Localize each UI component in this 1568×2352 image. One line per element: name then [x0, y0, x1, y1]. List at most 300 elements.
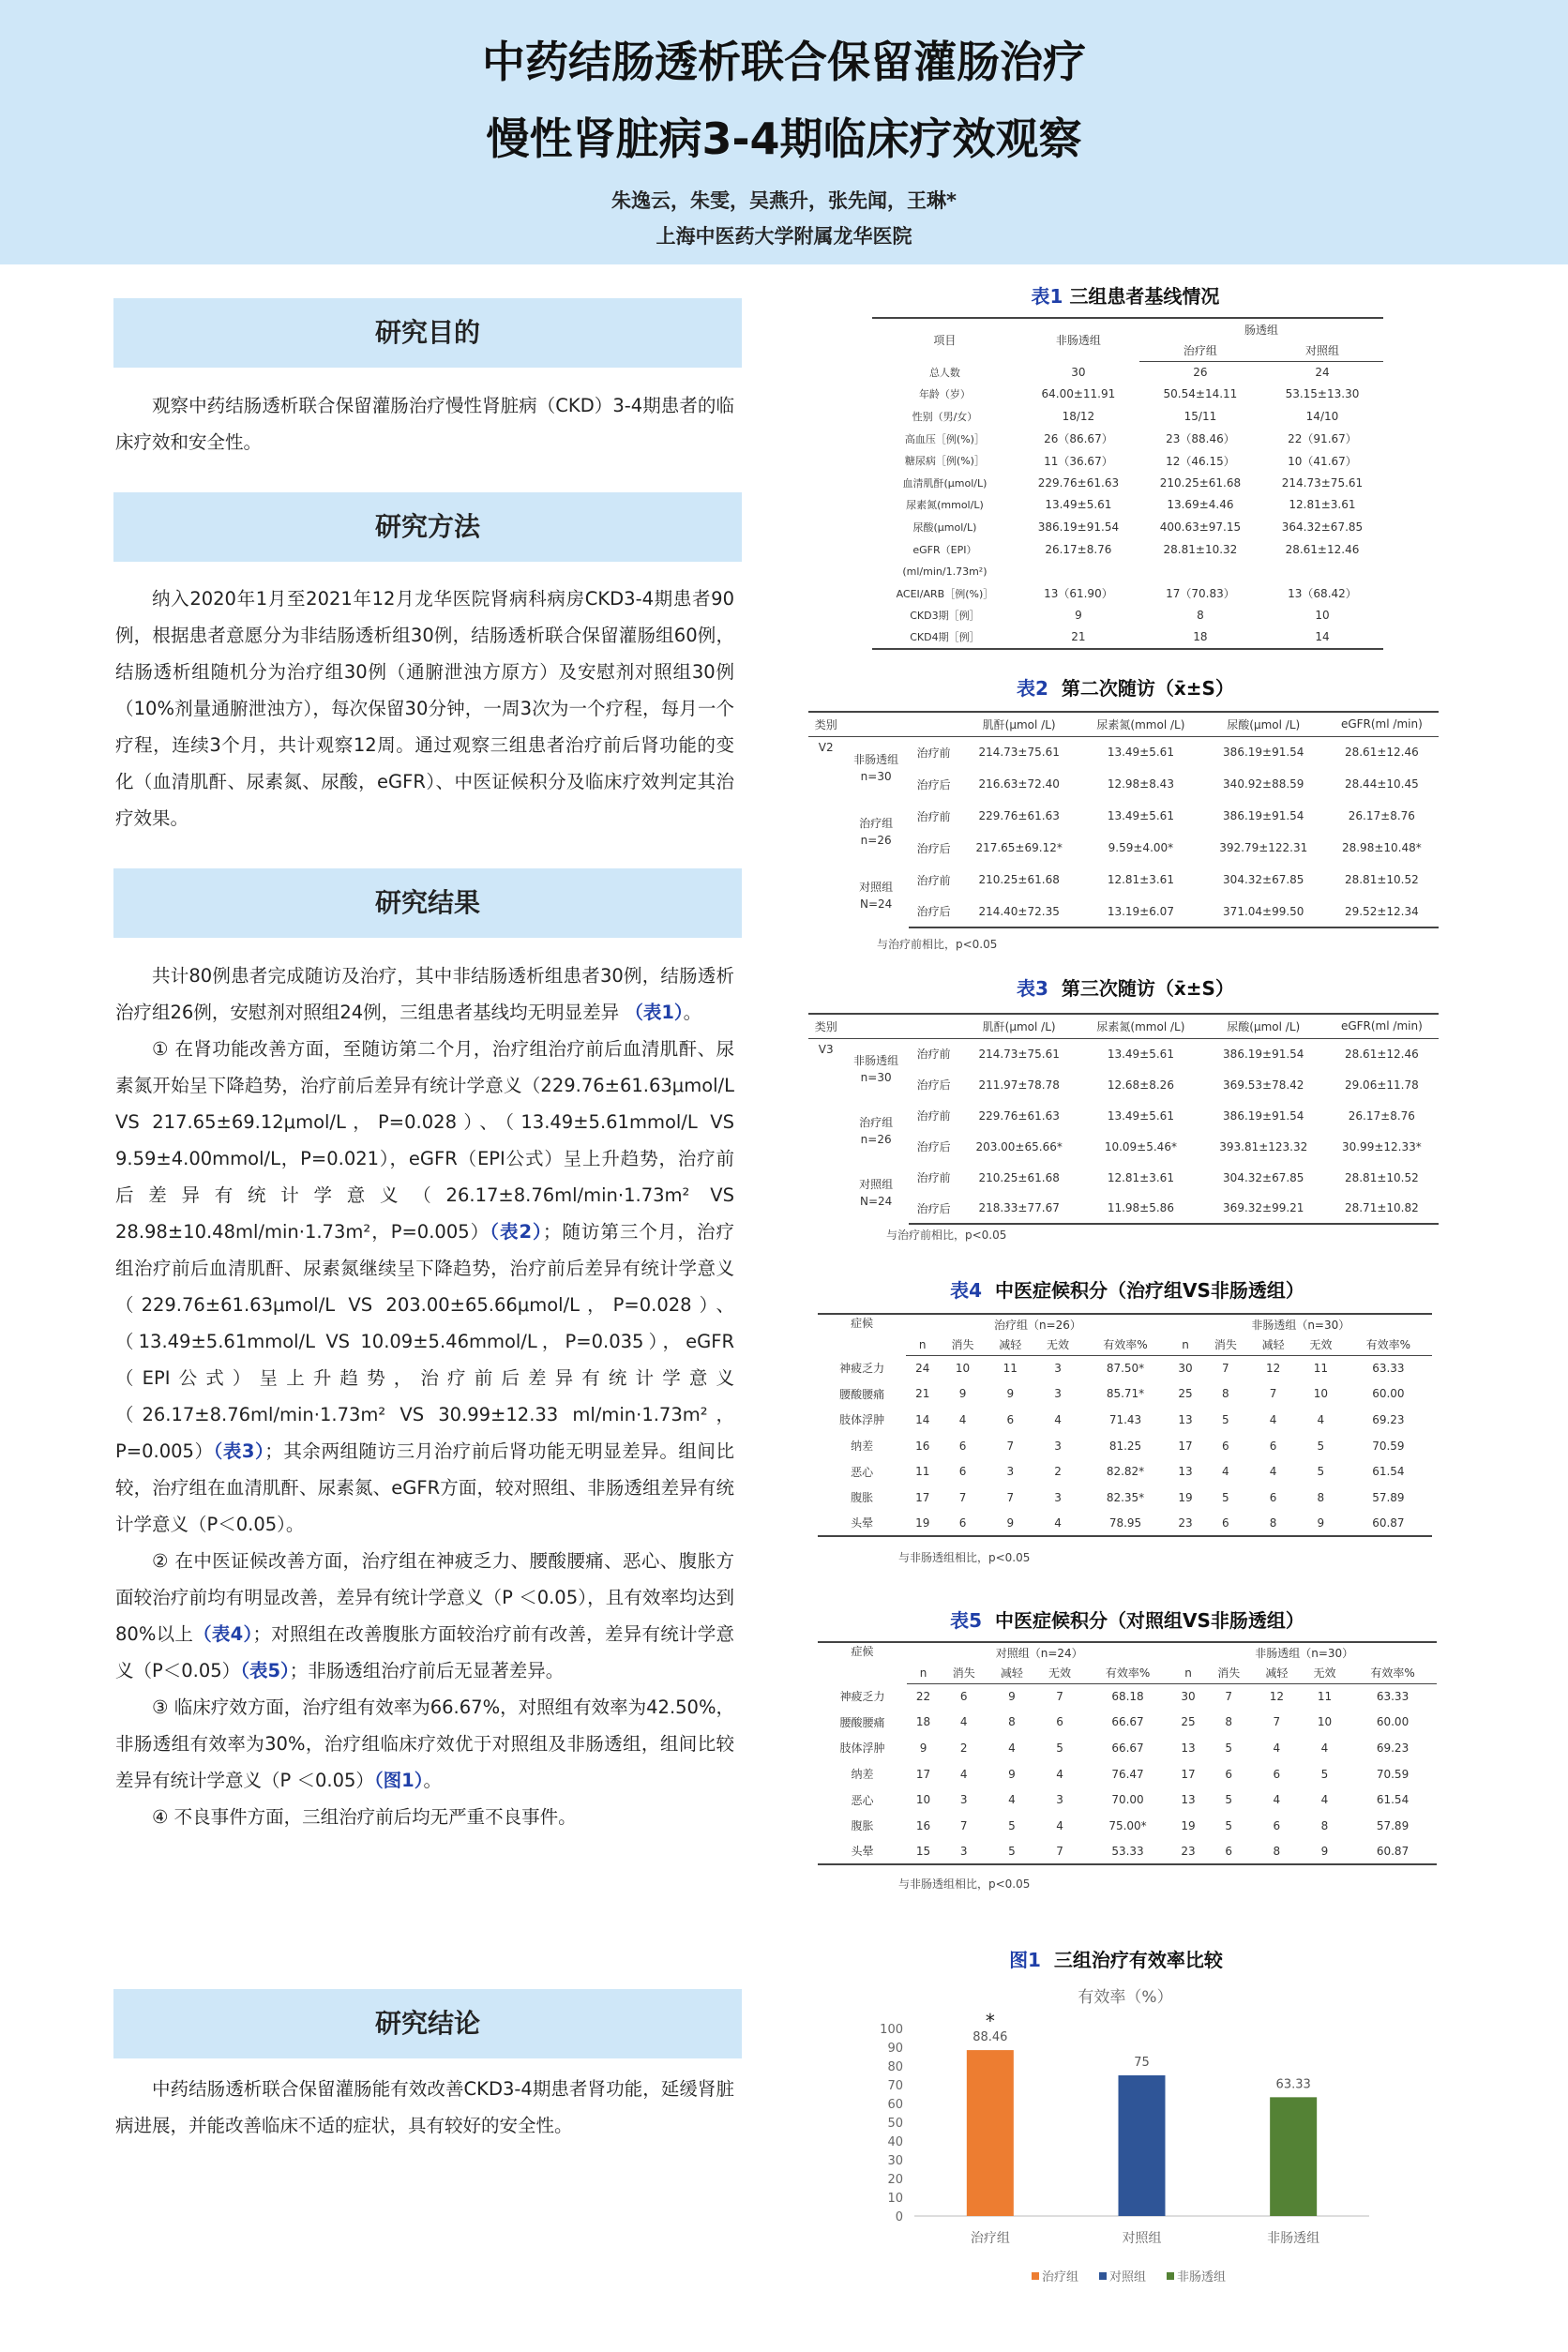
table-cell: 70.00 [1111, 1793, 1144, 1807]
table4 [818, 1313, 1432, 1537]
table-header-row [818, 1642, 1437, 1663]
table-cell: 64.00±11.91 [1041, 387, 1116, 401]
table-header-cell [843, 1014, 908, 1038]
table-cell: 3 [959, 1793, 968, 1807]
table-cell: 13 [1181, 1741, 1196, 1755]
table-cell: 210.25±61.68 [978, 1170, 1060, 1184]
table-cell: 3 [1054, 1362, 1062, 1376]
methods-heading: 研究方法 [113, 492, 742, 562]
table-cell: 肢体浮肿 [839, 1741, 885, 1756]
t1-head-item: 项目 [872, 318, 1018, 361]
table-row [818, 1839, 1437, 1865]
table-cell: 3 [1006, 1465, 1015, 1479]
table-cell: 53.33 [1084, 1839, 1172, 1865]
table-cell: 17 [1181, 1767, 1196, 1781]
table-row [872, 405, 1383, 428]
table-header-cell: 尿素氮(mmol /L) [1079, 1014, 1202, 1038]
table-cell: 386.19±91.54 [1223, 809, 1304, 822]
table-cell: 13 [1178, 1412, 1193, 1426]
table-cell: 211.97±78.78 [978, 1078, 1060, 1092]
y-tick-label: 70 [887, 2079, 903, 2093]
table-cell: 11 [1313, 1362, 1328, 1376]
table-cell: 4 [1054, 1412, 1062, 1426]
table-cell: 364.32±67.85 [1281, 520, 1364, 534]
table-cell: 60.00 [1372, 1387, 1405, 1401]
table3 [808, 1013, 1439, 1225]
group-n: n=26 [860, 834, 892, 847]
table-cell: 治疗后 [909, 896, 958, 927]
table-row [872, 538, 1383, 561]
table1 [872, 317, 1383, 650]
table-cell: 229.76±61.63 [978, 809, 1060, 822]
table-cell: 53.15±13.30 [1285, 387, 1360, 401]
table-cell: 8 [1008, 1715, 1016, 1729]
table-cell: 16 [915, 1818, 931, 1832]
table-cell: 4 [1034, 1511, 1082, 1537]
group-n: n=30 [860, 770, 892, 784]
table-cell: 28.81±10.52 [1344, 873, 1419, 886]
group-name: 对照组 [859, 1178, 894, 1191]
group2-head: 非肠透组（n=30） [1169, 1314, 1432, 1334]
table-cell: 6 [939, 1511, 987, 1537]
table-cell: 13（61.90） [1044, 587, 1113, 601]
table-row [872, 626, 1383, 649]
table-cell: 治疗前 [916, 1048, 951, 1062]
table-cell: 恶心 [851, 1465, 874, 1479]
table-cell: 治疗后 [916, 777, 951, 792]
table-header-cell: n [907, 1663, 940, 1683]
table1-caption: 表1 三组患者基线情况 [1031, 285, 1220, 308]
table-cell: 14/10 [1305, 409, 1339, 423]
table-cell: 6 [1269, 1490, 1277, 1504]
table-cell: 25 [1181, 1715, 1196, 1729]
table-cell: 28.61±12.46 [1344, 746, 1419, 760]
table-cell: 9 [1008, 1690, 1016, 1704]
group-name: 对照组 [859, 881, 894, 894]
table-cell: 78.95 [1081, 1511, 1168, 1537]
table-cell: 386.19±91.54 [1223, 1108, 1304, 1123]
table-cell: 腹胀 [851, 1491, 874, 1505]
group-name: 非肠透组 [853, 753, 899, 767]
legend-entry: 非肠透组 [1177, 2270, 1227, 2284]
table4-note: 与非肠透组相比，p<0.05 [898, 1551, 1031, 1564]
table-cell: 12.81±3.61 [1107, 1170, 1174, 1184]
table-cell: 30.99±12.33* [1341, 1139, 1422, 1153]
table-cell: 尿素氮(mmol/L) [906, 499, 984, 512]
table-row [818, 1761, 1437, 1787]
table-cell: 12.68±8.26 [1107, 1078, 1174, 1092]
visit-cell: V2 [818, 740, 834, 754]
group1-head: 治疗组（n=26） [906, 1314, 1168, 1334]
table-cell: 12.81±3.61 [1289, 498, 1356, 512]
table-cell: 28.44±10.45 [1344, 777, 1419, 791]
table-cell: 11 [1317, 1690, 1333, 1704]
table-cell: 4 [1320, 1741, 1329, 1755]
table-cell: 29.06±11.78 [1344, 1078, 1419, 1092]
table-cell: 治疗后 [909, 1193, 958, 1224]
table-cell: 8 [1317, 1490, 1325, 1504]
table-cell: 57.89 [1376, 1818, 1410, 1832]
y-tick-label: 20 [887, 2173, 903, 2187]
table-cell: 5 [1317, 1465, 1325, 1479]
table-cell: 85.71* [1106, 1387, 1145, 1401]
table-cell: 4 [958, 1412, 967, 1426]
ref-figure1[interactable]: （图1） [373, 1770, 424, 1791]
table-cell: 69.23 [1372, 1412, 1405, 1426]
table-cell: 71.43 [1108, 1412, 1142, 1426]
table-row [872, 582, 1383, 605]
table-cell: 66.67 [1111, 1715, 1144, 1729]
table-cell: 28.71±10.82 [1325, 1193, 1439, 1224]
table-header-cell [909, 1014, 958, 1038]
table-cell: 8 [1249, 1511, 1297, 1537]
table-cell: 高血压［例(%)］ [904, 432, 985, 445]
table-row [872, 605, 1383, 627]
table-cell: 4 [1056, 1818, 1063, 1832]
objective-heading: 研究目的 [113, 298, 742, 368]
table-cell: 9.59±4.00* [1108, 841, 1174, 854]
bar-data-label: 63.33 [1275, 2077, 1311, 2092]
table-header-cell: 肌酐(μmol /L) [958, 712, 1079, 736]
table-header-cell: 无效 [1301, 1663, 1349, 1683]
results-para-3: ② 在中医证候改善方面，治疗组在神疲乏力、腰酸腰痛、恶心、腹胀方面较治疗前均有明显改善，差异有统计学意义（P ＜0.05），且有效率均达到80%以上（表4）；对照组在改善腹胀方面较治疗前有改善，差异有统计学意义（P＜0.05）（表5）；非肠透组治疗前后无显著差异。 [115, 1550, 734, 1681]
table-cell: 9 [1301, 1839, 1349, 1865]
table-subheader-row [818, 1334, 1432, 1355]
table-row [818, 1485, 1432, 1511]
results-para-2: ① 在肾功能改善方面，至随访第二个月，治疗组治疗前后血清肌酐、尿素氮开始呈下降趋势，治疗前后差异有统计学意义（229.76±61.63μmol/L VS 217.65±69.12μmol/L，P=0.028）、（13.49±5.61mmol/L VS 9.59±4.00mmol/L，P=0.021），eGFR（EPI公式）呈上升趋势，治疗前后差异有统计学意义（26.17±8.76ml/min·1.73m² VS 28.98±10.48ml/min·1.73m²，P=0.005）（表2）；随访第三个月，治疗组治疗前后血清肌酐、尿素氮继续呈下降趋势，治疗前后差异有统计学意义（229.76±61.63μmol/L VS 203.00±65.66μmol/L，P=0.028）、（13.49±5.61mmol/L VS 10.09±5.46mmol/L，P=0.035），eGFR（EPI公式）呈上升趋势，治疗前后差异有统计学意义（26.17±8.76ml/min·1.73m² VS 30.99±12.33 ml/min·1.73m²，P=0.005）（表3）；其余两组随访三月治疗前后肾功能无明显差异。组间比较，治疗组在血清肌酐、尿素氮、eGFR方面，较对照组、非肠透组差异有统计学意义（P＜0.05）。 [115, 1038, 734, 1535]
table-cell: 18 [915, 1715, 931, 1729]
table-cell: 13.19±6.07 [1079, 896, 1202, 927]
table-row [818, 1813, 1437, 1839]
table-cell: 28.81±10.52 [1344, 1170, 1419, 1184]
table-row [808, 864, 1439, 896]
table-cell: 4 [1273, 1793, 1281, 1807]
results-heading: 研究结果 [113, 868, 742, 938]
table-header-cell: 类别 [808, 1014, 843, 1038]
table-cell: 4 [1008, 1741, 1016, 1755]
table-cell: 22（91.67） [1288, 432, 1357, 446]
table-cell: 11 [915, 1465, 930, 1479]
table-cell: eGFR（EPI） [912, 543, 977, 556]
table-row [872, 384, 1383, 406]
table-cell: 26.17±8.76 [1348, 809, 1415, 822]
legend-swatch [1099, 2272, 1107, 2280]
table-cell: 11（36.67） [1044, 454, 1113, 468]
table-row [808, 1038, 1439, 1069]
table-row [872, 428, 1383, 450]
table-cell: 10 [915, 1793, 931, 1807]
table-cell [1018, 560, 1139, 582]
t1-head-ctl: 对照组 [1261, 340, 1383, 361]
y-tick-label: 0 [895, 2210, 903, 2224]
table-cell: 26（86.67） [1044, 432, 1113, 446]
table-header-cell: 尿酸(μmol /L) [1202, 712, 1325, 736]
table-cell: 371.04±99.50 [1202, 896, 1325, 927]
table-cell: 5 [1317, 1439, 1325, 1453]
table-cell: 7 [958, 1490, 967, 1504]
table-cell: 26 [1193, 366, 1208, 380]
table-cell: 6 [1205, 1839, 1253, 1865]
table-row [872, 560, 1383, 582]
y-tick-label: 100 [880, 2023, 903, 2037]
table-header-cell: 肌酐(μmol /L) [958, 1014, 1079, 1038]
table-cell: 26.17±8.76 [1348, 1108, 1415, 1123]
table-cell: 61.54 [1372, 1465, 1405, 1479]
table-cell: 9 [1297, 1511, 1345, 1537]
y-tick-label: 90 [887, 2042, 903, 2056]
table-cell: 4 [1269, 1412, 1277, 1426]
table-cell: 头晕 [818, 1511, 906, 1537]
table-cell: 400.63±97.15 [1159, 520, 1242, 534]
group-n: N=24 [859, 897, 893, 911]
table-cell: 5 [1222, 1490, 1229, 1504]
table-cell: 229.76±61.63 [978, 1108, 1060, 1123]
table-row [808, 1100, 1439, 1131]
table-cell: 2 [959, 1741, 968, 1755]
table-cell: 3 [1054, 1439, 1062, 1453]
table-cell: 29.52±12.34 [1325, 896, 1439, 927]
table-cell: 17 [915, 1767, 931, 1781]
group-cell [843, 736, 908, 800]
table-cell: 28.98±10.48* [1341, 841, 1422, 854]
table-row [818, 1381, 1432, 1408]
table-cell: 10 [1313, 1387, 1328, 1401]
table-header-row [818, 1314, 1432, 1334]
table-header-row [808, 1014, 1439, 1038]
table-cell: 30 [1178, 1362, 1193, 1376]
table-row [818, 1355, 1432, 1381]
group-name: 非肠透组 [853, 1054, 899, 1068]
table-cell: 5 [1222, 1412, 1229, 1426]
bar-3 [1270, 2097, 1317, 2216]
bar-1 [967, 2050, 1014, 2216]
table-cell: 3 [1056, 1793, 1063, 1807]
table-header-cell [843, 712, 908, 736]
ref-table2[interactable]: （表2） [490, 1221, 543, 1243]
results-para-5: ④ 不良事件方面，三组治疗前后均无严重不良事件。 [152, 1806, 577, 1828]
table-cell: 392.79±122.31 [1219, 841, 1308, 854]
table2 [808, 711, 1439, 928]
table-cell: CKD4期［例］ [872, 626, 1018, 649]
table-cell: 23 [1169, 1511, 1202, 1537]
table-cell: 10.09±5.46* [1104, 1139, 1177, 1153]
table-cell: 神疲乏力 [839, 1690, 885, 1704]
table-cell: 7 [1006, 1439, 1015, 1453]
ref-table3[interactable]: （表3） [213, 1440, 265, 1462]
table-cell: 4 [1273, 1741, 1281, 1755]
table-cell: 6 [959, 1690, 968, 1704]
table-cell: 24 [915, 1362, 930, 1376]
chart-title: 有效率（%） [1078, 1988, 1173, 2007]
table3-caption: 表3 第三次随访（x̄±S） [1017, 977, 1234, 1000]
table-cell: 14 [915, 1412, 930, 1426]
table-cell: 216.63±72.40 [978, 777, 1060, 791]
table-cell: 214.73±75.61 [1281, 475, 1364, 490]
table-cell: 12.98±8.43 [1107, 777, 1174, 791]
table-cell: 治疗后 [916, 841, 951, 855]
table-cell: 23 [1171, 1839, 1204, 1865]
table-header-cell: 尿素氮(mmol /L) [1079, 712, 1202, 736]
table4-caption: 表4 中医症候积分（治疗组VS非肠透组） [950, 1279, 1304, 1302]
table-cell: 70.59 [1376, 1767, 1410, 1781]
table-cell: 15 [907, 1839, 940, 1865]
table-cell: 17 [1178, 1439, 1193, 1453]
table-cell: 386.19±91.54 [1223, 746, 1304, 760]
table-cell: 82.35* [1106, 1490, 1145, 1504]
table-cell: 头晕 [818, 1839, 907, 1865]
table-cell: 4 [1317, 1412, 1325, 1426]
table-cell: 3 [940, 1839, 988, 1865]
table-header-cell: n [1169, 1334, 1202, 1355]
table-cell: 5 [1225, 1741, 1233, 1755]
conclusion-heading: 研究结论 [113, 1989, 742, 2058]
ref-table4[interactable]: （表4） [193, 1623, 253, 1645]
table-cell: 4 [959, 1767, 968, 1781]
table-cell: 9 [1006, 1387, 1015, 1401]
y-tick-label: 80 [887, 2060, 903, 2074]
table-row [818, 1433, 1432, 1459]
table-cell: 60.87 [1345, 1511, 1432, 1537]
table-cell: 22 [915, 1690, 931, 1704]
group-name: 治疗组 [859, 817, 894, 830]
poster-title-line2: 慢性肾脏病3-4期临床疗效观察 [486, 113, 1082, 164]
table-cell: 61.54 [1376, 1793, 1410, 1807]
table-cell: ACEI/ARB［例(%)］ [896, 587, 994, 600]
table-cell: 82.82* [1106, 1465, 1145, 1479]
table-cell: 治疗前 [916, 873, 951, 887]
group-cell [843, 1162, 908, 1224]
table-cell: 6 [958, 1439, 967, 1453]
y-tick-label: 50 [887, 2117, 903, 2131]
table-header-cell: 消失 [940, 1663, 988, 1683]
table-cell: 203.00±65.66* [975, 1139, 1063, 1153]
table-cell: 7 [1225, 1690, 1233, 1704]
table-cell: 5 [1225, 1818, 1233, 1832]
table-cell: 9 [919, 1741, 927, 1755]
table-cell: 治疗前 [916, 809, 951, 823]
significance-annotation: * [985, 2010, 995, 2033]
table2-note: 与治疗前相比，p<0.05 [877, 938, 998, 951]
table-header-cell: 有效率% [1349, 1663, 1437, 1683]
ref-table1[interactable]: （表1） [625, 1002, 684, 1023]
table-cell: 9 [987, 1511, 1034, 1537]
table-cell: 87.50* [1106, 1362, 1145, 1376]
table-cell: 治疗后 [916, 1078, 951, 1092]
table-subheader-row [818, 1663, 1437, 1683]
objective-text: 观察中药结肠透析联合保留灌肠治疗慢性肾脏病（CKD）3-4期患者的临床疗效和安全性。 [115, 395, 734, 453]
table-cell: 17（70.83） [1166, 587, 1235, 601]
table-cell: 63.33 [1376, 1690, 1410, 1704]
table-cell: 4 [959, 1715, 968, 1729]
table-cell: 6 [1269, 1439, 1277, 1453]
table-cell: 14 [1261, 626, 1383, 649]
table-cell: 28.61±12.46 [1344, 1047, 1419, 1061]
table-cell: 304.32±67.85 [1223, 873, 1304, 886]
table-row [808, 736, 1439, 768]
table2-caption: 表2 第二次随访（x̄±S） [1017, 677, 1234, 700]
ref-table5[interactable]: （表5） [240, 1660, 290, 1681]
table-cell: 76.47 [1111, 1767, 1144, 1781]
table-cell: 纳差 [851, 1440, 874, 1454]
bar-data-label: 75 [1134, 2056, 1150, 2070]
table-cell: 18/12 [1062, 409, 1095, 423]
table-row [818, 1683, 1437, 1710]
table-cell: 369.32±99.21 [1202, 1193, 1325, 1224]
table-cell: 5 [1056, 1741, 1063, 1755]
table-cell: 6 [1006, 1412, 1015, 1426]
table-cell: 68.18 [1111, 1690, 1144, 1704]
table-header-cell: 减轻 [1253, 1663, 1301, 1683]
table-cell: 4 [1008, 1793, 1016, 1807]
table-cell: 12 [1265, 1362, 1281, 1376]
table-cell: 治疗前 [916, 746, 951, 760]
y-tick-label: 10 [887, 2192, 903, 2206]
table-header-cell: n [1171, 1663, 1204, 1683]
table-cell: 57.89 [1372, 1490, 1405, 1504]
poster-title-line1: 中药结肠透析联合保留灌肠治疗 [482, 37, 1086, 87]
table-cell: 19 [906, 1511, 939, 1537]
table-cell: 7 [1056, 1690, 1063, 1704]
table-row [818, 1735, 1437, 1761]
table-cell: 218.33±77.67 [958, 1193, 1079, 1224]
table-header-cell: 无效 [1035, 1663, 1083, 1683]
table-cell: 23（88.46） [1166, 432, 1235, 446]
table-cell: 13.69±4.46 [1167, 498, 1234, 512]
x-tick-label: 治疗组 [970, 2231, 1010, 2246]
table-cell: 393.81±123.32 [1219, 1139, 1308, 1153]
table-cell: 304.32±67.85 [1223, 1170, 1304, 1184]
table-cell: 16 [915, 1439, 930, 1453]
bar-data-label: 88.46 [972, 2030, 1008, 2045]
table-row [818, 1407, 1432, 1433]
table-cell: 7 [1222, 1362, 1229, 1376]
table-cell: 治疗前 [916, 1171, 951, 1184]
table-header-cell: 减轻 [987, 1334, 1034, 1355]
table-row [872, 472, 1383, 494]
table-row [808, 1162, 1439, 1193]
table-cell: 229.76±61.63 [1037, 475, 1120, 490]
table-cell: 5 [1225, 1793, 1233, 1807]
table-header-cell: eGFR(ml /min) [1325, 712, 1439, 736]
methods-text: 纳入2020年1月至2021年12月龙华医院肾病科病房CKD3-4期患者90例，根据患者意愿分为非结肠透析组30例，结肠透析联合保留灌肠组60例，结肠透析组随机分为治疗组30例（通腑泄浊方原方）及安慰剂对照组30例（10%剂量通腑泄浊方），每次保留30分钟，一周3次为一个疗程，每月一个疗程，连续3个月，共计观察12周。通过观察三组患者治疗前后肾功能的变化（血清肌酐、尿素氮、尿酸，eGFR）、中医证候积分及临床疗效判定其治疗效果。 [115, 588, 734, 829]
table-cell: 4 [1222, 1465, 1229, 1479]
table-cell: 13.49±5.61 [1107, 1108, 1174, 1123]
table-cell: 12 [1269, 1690, 1284, 1704]
group-cell [843, 1038, 908, 1100]
group-cell [843, 864, 908, 927]
table-cell: 4 [1269, 1465, 1277, 1479]
group-n: n=26 [860, 1133, 892, 1146]
authors: 朱逸云，朱雯，吴燕升，张先闻，王琳* [611, 189, 957, 212]
table-cell: 8 [1225, 1715, 1233, 1729]
table-cell: 9 [1075, 609, 1082, 623]
legend-swatch [1032, 2272, 1039, 2280]
legend-entry: 治疗组 [1042, 2270, 1079, 2284]
table-header-row [808, 712, 1439, 736]
figure1-bar-chart [863, 1974, 1407, 2293]
x-tick-label: 非肠透组 [1267, 2231, 1320, 2246]
conclusion-text: 中药结肠透析联合保留灌肠能有效改善CKD3-4期患者肾功能，延缓肾脏病进展，并能改善临床不适的症状，具有较好的安全性。 [115, 2078, 734, 2136]
x-tick-label: 对照组 [1122, 2231, 1162, 2246]
table-cell: 60.87 [1349, 1839, 1437, 1865]
table-cell: 8 [1320, 1818, 1329, 1832]
symptom-head: 症候 [818, 1642, 907, 1683]
table-row [818, 1710, 1437, 1736]
table-cell: 7 [1269, 1387, 1277, 1401]
table-cell: 63.33 [1372, 1362, 1405, 1376]
table-row [872, 449, 1383, 472]
table-cell: 13.49±5.61 [1107, 809, 1174, 822]
